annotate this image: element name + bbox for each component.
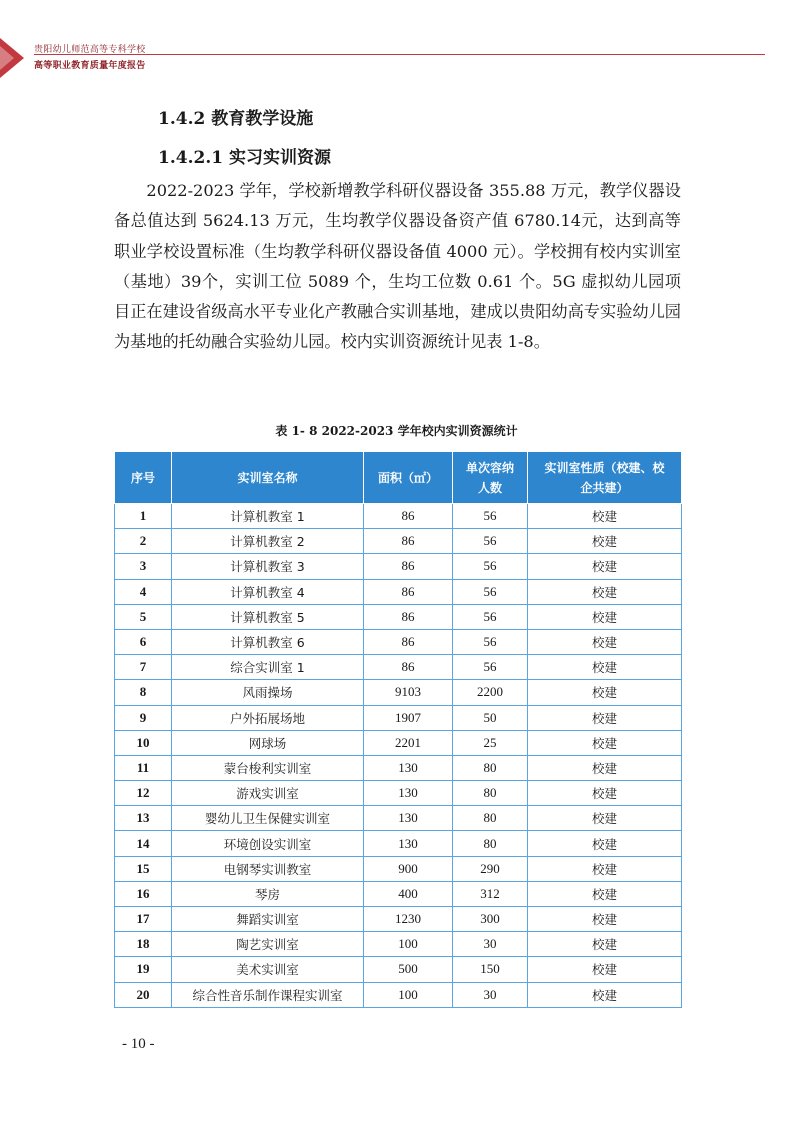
cell-area: 86 [364, 629, 453, 654]
section-heading: 1.4.2 教育教学设施 [158, 109, 314, 129]
cell-index: 9 [115, 705, 172, 730]
table-row [115, 932, 682, 957]
cell-room-name: 风雨操场 [172, 680, 364, 705]
table-row [115, 554, 682, 579]
table-row [115, 705, 682, 730]
subsection-heading: 1.4.2.1 实习实训资源 [158, 148, 331, 168]
cell-index: 19 [115, 957, 172, 982]
cell-index: 15 [115, 856, 172, 881]
cell-index: 1 [115, 504, 172, 529]
header-logo-triangle-icon [0, 0, 34, 80]
cell-type: 校建 [528, 579, 682, 604]
cell-capacity: 150 [453, 957, 528, 982]
cell-type: 校建 [528, 881, 682, 906]
cell-type: 校建 [528, 806, 682, 831]
cell-index: 8 [115, 680, 172, 705]
cell-area: 1230 [364, 907, 453, 932]
table-row [115, 655, 682, 680]
cell-capacity: 56 [453, 629, 528, 654]
col-header-capacity [453, 452, 528, 504]
col-header-type [528, 452, 682, 504]
body-paragraph: 2022-2023 学年，学校新增教学科研仪器设备 355.88 万元，教学仪器设备总值达到 5624.13 万元，生均教学仪器设备资产值 6780.14元，达到高等职业学校设置标准（生均教学科研仪器设备值 4000 元）。学校拥有校内实训室（基地）39个，实训工位 5089 个，生均工位数 0.61 个。5G 虚拟幼儿园项目正在建设省级高水平专业化产教融合实训基地，建成以贵阳幼高专实验幼儿园为基地的托幼融合实验幼儿园。校内实训资源统计见表 1-8。 [114, 181, 681, 352]
col-header-type-text: 实训室性质（校建、校企共建） [544, 460, 665, 495]
table-row [115, 982, 682, 1007]
cell-area: 2201 [364, 730, 453, 755]
table-row [115, 629, 682, 654]
cell-room-name: 计算机教室 5 [172, 604, 364, 629]
cell-index: 2 [115, 529, 172, 554]
cell-capacity: 56 [453, 604, 528, 629]
cell-room-name: 计算机教室 2 [172, 529, 364, 554]
cell-index: 17 [115, 907, 172, 932]
cell-room-name: 美术实训室 [172, 957, 364, 982]
cell-type: 校建 [528, 705, 682, 730]
cell-type: 校建 [528, 781, 682, 806]
cell-type: 校建 [528, 932, 682, 957]
cell-room-name: 计算机教室 3 [172, 554, 364, 579]
cell-room-name: 电钢琴实训教室 [172, 856, 364, 881]
table-caption: 表 1- 8 2022-2023 学年校内实训资源统计 [275, 424, 518, 438]
table-row [115, 957, 682, 982]
cell-index: 16 [115, 881, 172, 906]
cell-room-name: 户外拓展场地 [172, 705, 364, 730]
cell-capacity: 50 [453, 705, 528, 730]
table-row [115, 579, 682, 604]
cell-area: 130 [364, 806, 453, 831]
cell-type: 校建 [528, 504, 682, 529]
cell-area: 400 [364, 881, 453, 906]
cell-index: 5 [115, 604, 172, 629]
cell-type: 校建 [528, 529, 682, 554]
col-header-name: 实训室名称 [172, 452, 364, 504]
col-header-area: 面积（㎡） [364, 452, 453, 504]
cell-room-name: 陶艺实训室 [172, 932, 364, 957]
cell-capacity: 56 [453, 504, 528, 529]
cell-type: 校建 [528, 655, 682, 680]
cell-index: 4 [115, 579, 172, 604]
cell-room-name: 游戏实训室 [172, 781, 364, 806]
table-row [115, 781, 682, 806]
table-row [115, 831, 682, 856]
cell-capacity: 80 [453, 781, 528, 806]
cell-index: 3 [115, 554, 172, 579]
col-header-index: 序号 [115, 452, 172, 504]
cell-type: 校建 [528, 957, 682, 982]
header-report-title: 高等职业教育质量年度报告 [34, 60, 146, 70]
cell-room-name: 舞蹈实训室 [172, 907, 364, 932]
cell-room-name: 计算机教室 4 [172, 579, 364, 604]
cell-area: 9103 [364, 680, 453, 705]
table-row [115, 730, 682, 755]
cell-type: 校建 [528, 604, 682, 629]
table-row [115, 604, 682, 629]
cell-room-name: 综合实训室 1 [172, 655, 364, 680]
table-row [115, 529, 682, 554]
cell-capacity: 56 [453, 529, 528, 554]
cell-capacity: 312 [453, 881, 528, 906]
cell-room-name: 网球场 [172, 730, 364, 755]
cell-index: 20 [115, 982, 172, 1007]
cell-room-name: 计算机教室 1 [172, 504, 364, 529]
header-school-name: 贵阳幼儿师范高等专科学校 [34, 44, 146, 54]
cell-room-name: 计算机教室 6 [172, 629, 364, 654]
table-row [115, 881, 682, 906]
table-row [115, 504, 682, 529]
cell-index: 11 [115, 755, 172, 780]
table-row [115, 680, 682, 705]
cell-area: 86 [364, 579, 453, 604]
cell-capacity: 30 [453, 982, 528, 1007]
cell-type: 校建 [528, 730, 682, 755]
table-row [115, 856, 682, 881]
cell-capacity: 80 [453, 806, 528, 831]
cell-type: 校建 [528, 629, 682, 654]
cell-capacity: 56 [453, 655, 528, 680]
cell-area: 900 [364, 856, 453, 881]
cell-index: 14 [115, 831, 172, 856]
cell-index: 18 [115, 932, 172, 957]
cell-room-name: 蒙台梭利实训室 [172, 755, 364, 780]
page-header [0, 0, 793, 80]
cell-type: 校建 [528, 982, 682, 1007]
training-resources-table [114, 451, 682, 1008]
cell-room-name: 琴房 [172, 881, 364, 906]
cell-room-name: 婴幼儿卫生保健实训室 [172, 806, 364, 831]
cell-type: 校建 [528, 856, 682, 881]
col-header-capacity-text: 单次容纳人数 [465, 460, 514, 495]
cell-area: 100 [364, 932, 453, 957]
cell-index: 7 [115, 655, 172, 680]
header-divider [34, 54, 765, 55]
cell-capacity: 56 [453, 554, 528, 579]
table-row [115, 806, 682, 831]
cell-capacity: 2200 [453, 680, 528, 705]
cell-area: 86 [364, 604, 453, 629]
cell-type: 校建 [528, 831, 682, 856]
cell-area: 86 [364, 504, 453, 529]
cell-capacity: 80 [453, 755, 528, 780]
cell-index: 6 [115, 629, 172, 654]
cell-index: 12 [115, 781, 172, 806]
cell-type: 校建 [528, 755, 682, 780]
cell-area: 86 [364, 529, 453, 554]
cell-capacity: 56 [453, 579, 528, 604]
cell-index: 13 [115, 806, 172, 831]
cell-capacity: 25 [453, 730, 528, 755]
cell-capacity: 290 [453, 856, 528, 881]
cell-area: 86 [364, 554, 453, 579]
table-header-row [115, 452, 682, 504]
cell-area: 130 [364, 781, 453, 806]
cell-area: 100 [364, 982, 453, 1007]
cell-room-name: 环境创设实训室 [172, 831, 364, 856]
cell-type: 校建 [528, 554, 682, 579]
table-row [115, 907, 682, 932]
cell-capacity: 30 [453, 932, 528, 957]
cell-area: 130 [364, 755, 453, 780]
cell-type: 校建 [528, 680, 682, 705]
cell-room-name: 综合性音乐制作课程实训室 [172, 982, 364, 1007]
cell-area: 86 [364, 655, 453, 680]
cell-area: 500 [364, 957, 453, 982]
cell-type: 校建 [528, 907, 682, 932]
cell-area: 130 [364, 831, 453, 856]
table-row [115, 755, 682, 780]
cell-index: 10 [115, 730, 172, 755]
cell-capacity: 80 [453, 831, 528, 856]
cell-area: 1907 [364, 705, 453, 730]
cell-capacity: 300 [453, 907, 528, 932]
page-number: - 10 - [122, 1036, 155, 1052]
